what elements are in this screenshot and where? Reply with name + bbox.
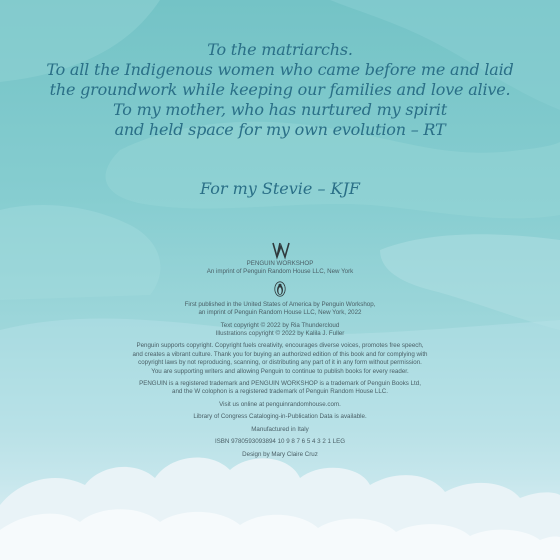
supports-copyright-line: and creates a vibrant culture. Thank you for buying an authorized edition of this book and for complying with bbox=[132, 350, 428, 358]
imprint-tagline: An imprint of Penguin Random House LLC, New York bbox=[206, 268, 354, 276]
penguin-workshop-w-logo bbox=[271, 240, 291, 260]
trademark-line: and the W colophon is a registered trademark of Penguin Random House LLC. bbox=[172, 388, 388, 396]
dedication-line: and held space for my own evolution – RT bbox=[114, 120, 446, 139]
first-published-line: an imprint of Penguin Random House LLC, New York, 2022 bbox=[198, 309, 362, 317]
supports-copyright-line: copyright laws by not reproducing, scanning, or distributing any part of it in any form without permission. bbox=[138, 359, 422, 367]
penguin-logo-icon bbox=[274, 281, 286, 297]
trademark-line: PENGUIN is a registered trademark and PENGUIN WORKSHOP is a trademark of Penguin Books Ltd, bbox=[139, 380, 421, 388]
first-published-line: First published in the United States of America by Penguin Workshop, bbox=[184, 300, 376, 308]
design-credit: Design by Mary Claire Cruz bbox=[242, 450, 318, 458]
dedication-line: To the matriarchs. bbox=[207, 40, 353, 59]
text-copyright: Text copyright © 2022 by Ria Thundercloud bbox=[220, 321, 340, 329]
supports-copyright-line: Penguin supports copyright. Copyright fuels creativity, encourages diverse voices, promotes free speech, bbox=[136, 342, 424, 350]
dedication-kjf: For my Stevie – KJF bbox=[199, 179, 360, 198]
isbn: ISBN 9780593093894 bbox=[214, 438, 276, 446]
copyright-block bbox=[0, 260, 560, 459]
dedication-line: To my mother, who has nurtured my spirit bbox=[113, 100, 447, 119]
dedication-line: To all the Indigenous women who came before me and laid bbox=[46, 60, 514, 79]
illustrations-copyright: Illustrations copyright © 2022 by Kalila J. Fuller bbox=[215, 330, 345, 338]
cip-notice: Library of Congress Cataloging-in-Publication Data is available. bbox=[193, 413, 367, 421]
dedication-rt bbox=[0, 40, 560, 140]
dedication-line: the groundwork while keeping our families and love alive. bbox=[49, 80, 511, 99]
isbn-row bbox=[0, 438, 560, 446]
supports-copyright-line: You are supporting writers and allowing Penguin to continue to publish books for every reader. bbox=[151, 367, 409, 375]
printing-line: 10 9 8 7 6 5 4 3 2 1 LEG bbox=[277, 438, 346, 446]
visit-website: Visit us online at penguinrandomhouse.com. bbox=[219, 400, 341, 408]
manufactured-in: Manufactured in Italy bbox=[251, 425, 309, 433]
imprint-name: PENGUIN WORKSHOP bbox=[246, 260, 314, 267]
